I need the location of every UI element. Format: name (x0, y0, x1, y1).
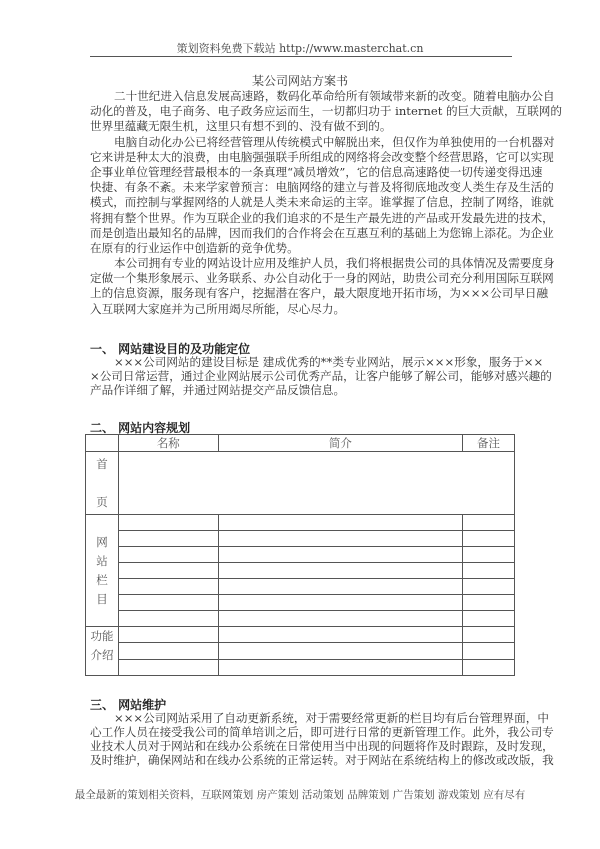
table-cell[interactable] (218, 611, 462, 627)
table-cell[interactable] (218, 515, 462, 531)
column-header-name: 名称 (118, 435, 218, 452)
text-line: 动化的普及，电子商务、电子政务应运而生，一切都归功于 internet 的巨大贡献，互联网的 (90, 104, 562, 119)
table-cell[interactable] (463, 611, 515, 627)
text-line: 产品作详细了解，并通过网站提交产品反馈信息。 (90, 383, 346, 397)
text-line: 及时维护，确保网站和在线办公系统的正常运转。对于网站在系统结构上的修改或改版，我 (90, 753, 554, 767)
table-cell[interactable] (463, 579, 515, 595)
text-line: 模式，而控制与掌握网络的人就是人类未来命运的主宰。谁掌握了信息，控制了网络，谁就 (90, 195, 554, 210)
table-cell[interactable] (118, 531, 218, 547)
text-line: 入互联网大家庭并为己所用竭尽所能，尽心尽力。 (90, 301, 346, 316)
table-cell[interactable] (218, 627, 462, 643)
text-line: 而是创造出最知名的品牌，因而我们的合作将会在互惠互利的基础上为您锦上添花。为企业 (90, 225, 554, 240)
table-cell[interactable] (118, 515, 218, 531)
label-text: 介绍 (90, 648, 114, 662)
table-cell[interactable] (118, 643, 218, 660)
table-cell[interactable] (463, 627, 515, 643)
section3-heading: 三、 网站维护 (90, 698, 167, 712)
label-char: 网 (96, 534, 108, 549)
table-cell[interactable] (463, 563, 515, 579)
label-char: 栏 (96, 572, 108, 587)
text-line: 它来讲是种太大的浪费，由电脑强强联手所组成的网络将会改变整个经营思路，它可以实现 (90, 149, 554, 164)
table-cell[interactable] (118, 611, 218, 627)
table-cell[interactable] (218, 643, 462, 660)
table-cell[interactable] (463, 515, 515, 531)
text-line: ×××公司网站的建设目标是 建成优秀的**类专业网站，展示×××形象，服务于×× (114, 355, 544, 369)
label-char: 首 (96, 456, 108, 471)
text-line: ×××公司网站采用了自动更新系统，对于需要经常更新的栏目均有后台管理界面，中 (114, 711, 549, 725)
table-cell[interactable] (463, 547, 515, 563)
text-line: 定做一个集形象展示、业务联系、办公自动化于一身的网站，助贵公司充分利用国际互联网 (90, 271, 554, 286)
text-line: 世界里蕴藏无限生机，这里只有想不到的、没有做不到的。 (90, 119, 392, 134)
label-char: 页 (96, 494, 108, 509)
text-line: 在原有的行业运作中创造新的竞争优势。 (90, 240, 299, 255)
text-line: 电脑自动化办公已将经营管理从传统模式中解脱出来，但仅作为单独使用的一台机器对 (114, 134, 555, 149)
text-line: 上的信息资源，服务现有客户，挖掘潜在客户，最大限度地开拓市场，为×××公司早日融 (90, 286, 549, 301)
table-cell[interactable] (218, 660, 462, 676)
table-cell[interactable] (118, 547, 218, 563)
text-line: ×公司日常运营，通过企业网站展示公司优秀产品，让客户能够了解公司，能够对感兴趣的 (90, 369, 552, 383)
label-text: 功能 (90, 629, 114, 643)
table-cell[interactable] (118, 595, 218, 611)
intro-text (90, 89, 562, 317)
table-cell[interactable] (218, 579, 462, 595)
table-cell[interactable] (118, 627, 218, 643)
table-cell[interactable] (463, 660, 515, 676)
table-cell[interactable] (463, 643, 515, 660)
page-footer: 最全最新的策划相关资料，互联网策划 房产策划 活动策划 品牌策划 广告策划 游戏策划 应有尽有 (74, 789, 526, 801)
section1-text (90, 355, 552, 397)
text-line: 企事业单位管理经营最根本的一条真理“减员增效”，它的信息高速路使一切传递变得迅速 (90, 164, 543, 179)
row-label-homepage (86, 452, 119, 515)
text-line: 快捷、有条不紊。未来学家曾预言：电脑网络的建立与普及将彻底地改变人类生存及生活的 (90, 180, 554, 195)
table-cell[interactable] (463, 531, 515, 547)
text-line: 业技术人员对于网站和在线办公系统在日常使用当中出现的问题将作及时跟踪，及时发现， (90, 739, 554, 753)
section1-heading: 一、 网站建设目的及功能定位 (90, 342, 251, 356)
row-label-features (86, 627, 119, 676)
text-line: 将拥有整个世界。作为互联企业的我们追求的不是生产最先进的产品或开发最先进的技术， (90, 210, 554, 225)
label-char: 站 (96, 553, 108, 568)
table-cell[interactable] (118, 563, 218, 579)
content-plan-table (85, 434, 515, 676)
table-corner (86, 435, 119, 452)
section3-text (90, 711, 554, 767)
document-title: 某公司网站方案书 (251, 74, 348, 88)
table-cell[interactable] (463, 595, 515, 611)
section2-heading: 二、 网站内容规划 (90, 421, 191, 435)
column-header-notes: 备注 (463, 435, 515, 452)
table-cell[interactable] (118, 660, 218, 676)
table-cell[interactable] (218, 563, 462, 579)
page-header: 策划资料免费下载站 http://www.masterchat.cn (176, 42, 424, 55)
text-line: 二十世纪进入信息发展高速路，数码化革命给所有领域带来新的改变。随着电脑办公自 (114, 89, 555, 103)
table-cell[interactable] (218, 595, 462, 611)
table-cell[interactable] (218, 531, 462, 547)
text-line: 心工作人员在接受我公司的简单培训之后，即可进行日常的更新管理工作。此外，我公司专 (90, 725, 554, 739)
row-label-site-columns (86, 515, 119, 627)
header-rule (90, 56, 512, 57)
homepage-cell[interactable] (118, 452, 514, 515)
table-cell[interactable] (218, 547, 462, 563)
column-header-intro: 简介 (218, 435, 462, 452)
text-line: 本公司拥有专业的网站设计应用及维护人员，我们将根据贵公司的具体情况及需要度身 (114, 256, 555, 271)
table-cell[interactable] (118, 579, 218, 595)
label-char: 目 (96, 591, 108, 606)
